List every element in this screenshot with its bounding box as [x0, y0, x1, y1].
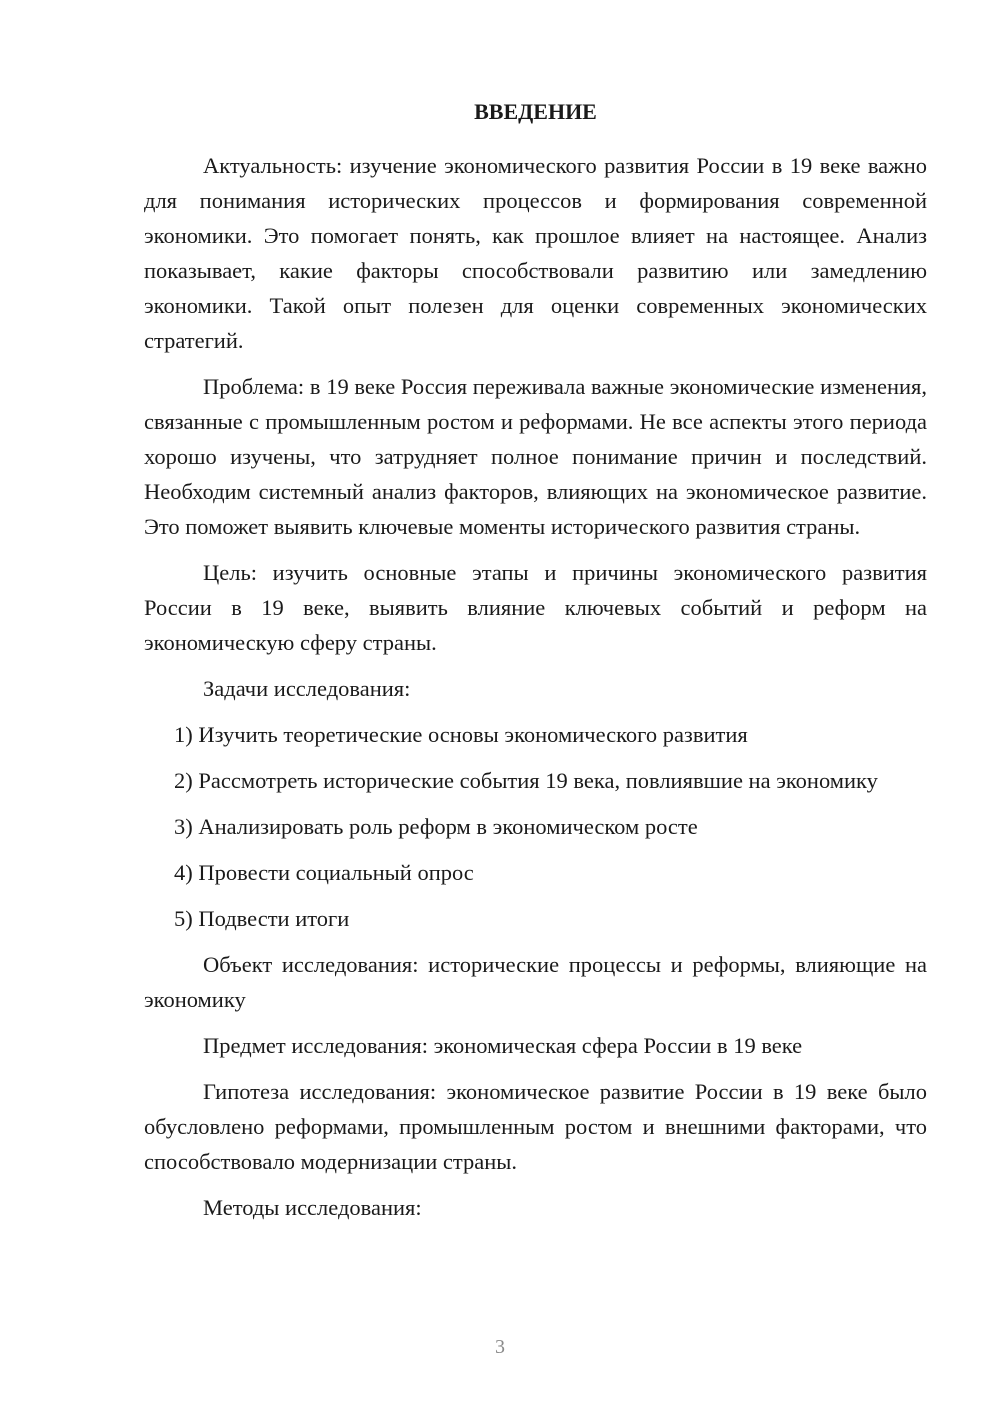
- document-page: [144, 94, 927, 1236]
- task-item-3: 3) Анализировать роль реформ в экономическом росте: [174, 814, 698, 839]
- task-item-5: 5) Подвести итоги: [174, 906, 350, 931]
- tasks-title: Задачи исследования:: [203, 676, 411, 701]
- object-paragraph: Объект исследования: исторические процессы и реформы, влияющие на экономику: [144, 952, 927, 1012]
- task-item-4: 4) Провести социальный опрос: [174, 860, 474, 885]
- page-number: 3: [495, 1336, 505, 1358]
- subject-paragraph: Предмет исследования: экономическая сфера России в 19 веке: [203, 1033, 803, 1058]
- goal-paragraph: Цель: изучить основные этапы и причины экономического развития России в 19 веке, выявить влияние ключевых событий и реформ на экономическую сферу страны.: [144, 560, 927, 655]
- methods-paragraph: Методы исследования:: [203, 1195, 422, 1220]
- task-item-1: 1) Изучить теоретические основы экономического развития: [174, 722, 748, 747]
- problem-paragraph: Проблема: в 19 веке Россия переживала важные экономические изменения, связанные с промышленным ростом и реформами. Не все аспекты этого периода хорошо изучены, что затрудняет полное понимание причин и последствий. Необходим системный анализ факторов, влияющих на экономическое развитие. Это поможет выявить ключевые моменты исторического развития страны.: [144, 374, 927, 539]
- relevance-paragraph: Актуальность: изучение экономического развития России в 19 веке важно для понимания исторических процессов и формирования современной экономики. Это помогает понять, как прошлое влияет на настоящее. Анализ показывает, какие факторы способствовали развитию или замедлению экономики. Такой опыт полезен для оценки современных экономических стратегий.: [144, 153, 927, 353]
- hypothesis-paragraph: Гипотеза исследования: экономическое развитие России в 19 веке было обусловлено реформами, промышленным ростом и внешними факторами, что способствовало модернизации страны.: [144, 1079, 927, 1174]
- page-title: ВВЕДЕНИЕ: [474, 99, 597, 124]
- task-item-2: 2) Рассмотреть исторические события 19 века, повлиявшие на экономику: [174, 768, 878, 793]
